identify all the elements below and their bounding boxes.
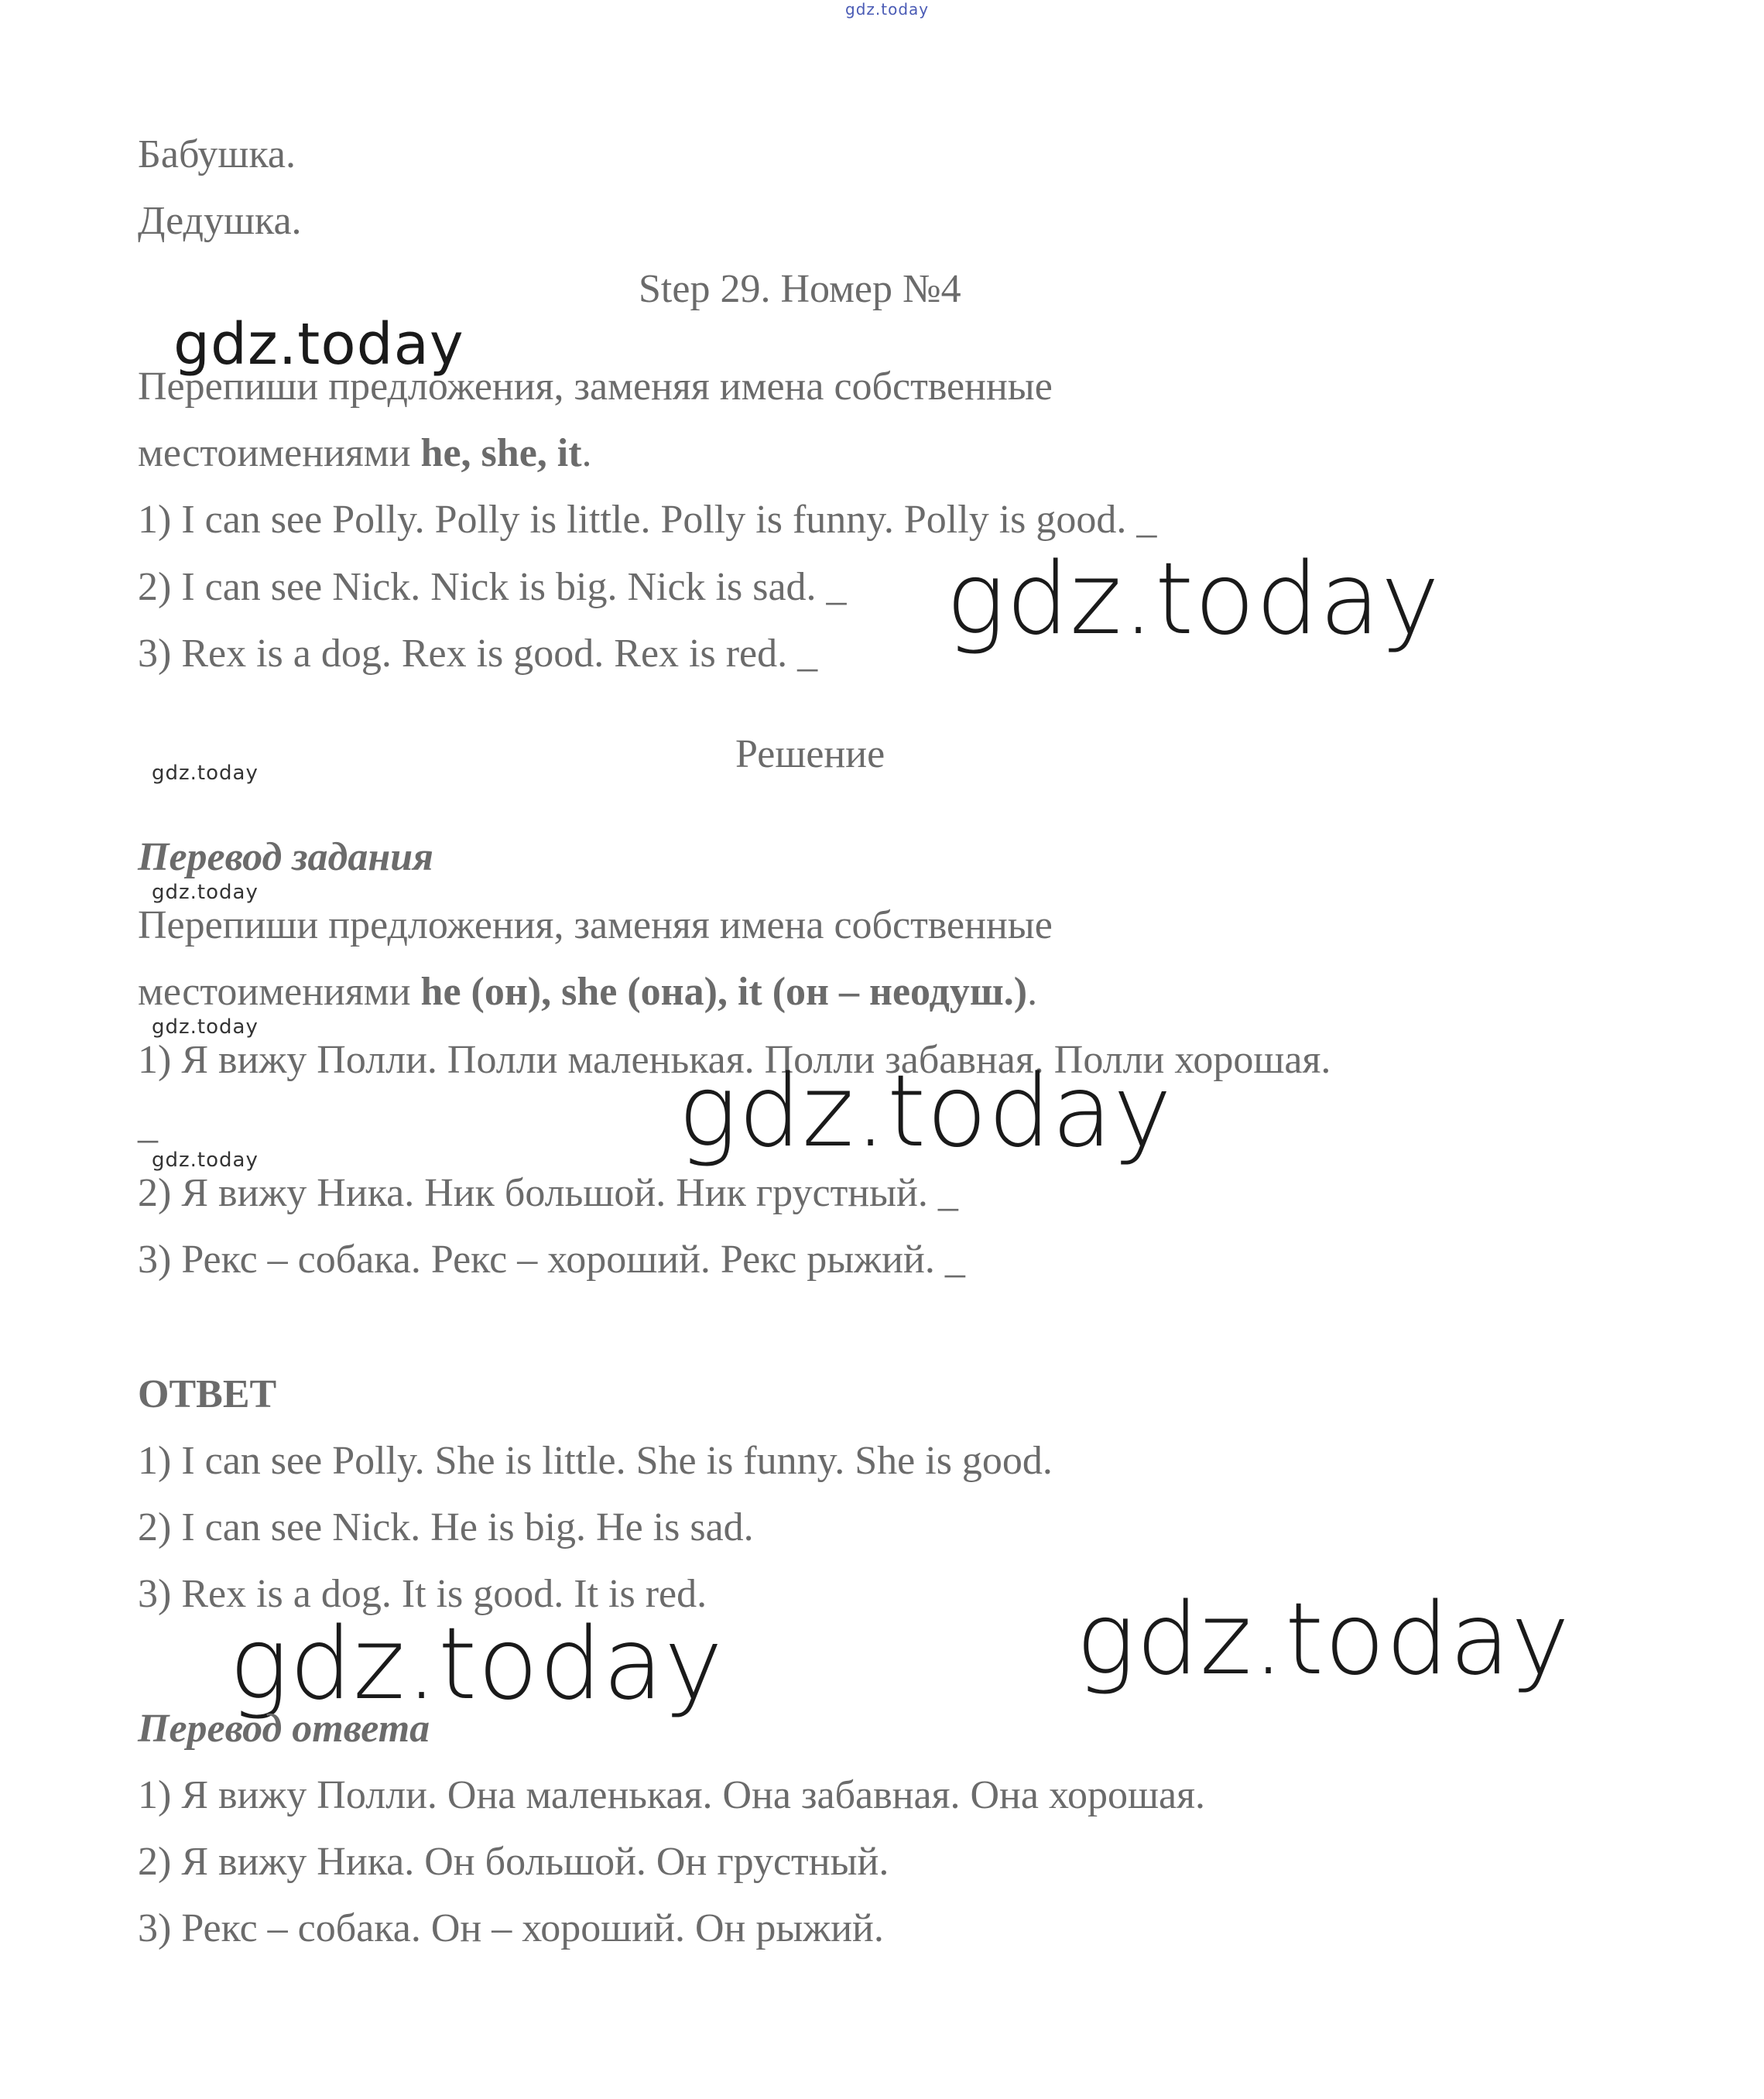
answer-item-1: 1) I can see Polly. She is little. She is funny. She is good. [138,1439,1053,1483]
pronouns-translation: he (он), she (она), it (он – неодуш.) [420,970,1028,1014]
watermark-7: gdz.today [152,1149,259,1172]
line-grandmother: Бабушка. [138,132,296,176]
translation-line1: Перепиши предложения, заменяя имена собственные [138,903,1053,947]
pronouns: he, she, it [420,431,582,475]
task-instruction-line1: Перепиши предложения, заменяя имена собственные [138,365,1053,409]
answer-translation-heading: Перевод ответа [138,1707,430,1751]
page-title: Step 29. Номер №4 [639,267,961,311]
watermark-top: gdz.today [845,0,930,19]
translation-line2: местоимениями he (он), she (она), it (он – неодуш.). [138,970,1038,1014]
translation-item-1: 1) Я вижу Полли. Полли маленькая. Полли забавная. Полли хорошая. [138,1038,1331,1082]
watermark-3: gdz.today [152,762,259,785]
translation-item-1-cont: _ [138,1103,158,1147]
task-item-1: 1) I can see Polly. Polly is little. Polly is funny. Polly is good. _ [138,498,1157,542]
task-item-2: 2) I can see Nick. Nick is big. Nick is sad. _ [138,565,847,609]
watermark-8: gdz.today [229,1607,724,1722]
watermark-4: gdz.today [152,881,259,904]
watermark-5: gdz.today [152,1015,259,1039]
solution-heading: Решение [735,732,885,776]
translation-item-2: 2) Я вижу Ника. Ник большой. Ник грустный. _ [138,1171,958,1215]
translation-heading: Перевод задания [138,835,433,879]
watermark-2: gdz.today [946,542,1440,657]
watermark-6: gdz.today [678,1054,1173,1169]
watermark-1: gdz.today [173,311,464,378]
task-instruction-line2: местоимениями he, she, it. [138,431,592,475]
answer-item-2: 2) I can see Nick. He is big. He is sad. [138,1505,754,1549]
answer-translation-item-1: 1) Я вижу Полли. Она маленькая. Она забавная. Она хорошая. [138,1773,1206,1817]
line-grandfather: Дедушка. [138,199,302,243]
answer-translation-item-2: 2) Я вижу Ника. Он большой. Он грустный. [138,1840,889,1884]
watermark-9: gdz.today [1076,1582,1570,1697]
answer-translation-item-3: 3) Рекс – собака. Он – хороший. Он рыжий. [138,1906,884,1950]
task-item-3: 3) Rex is a dog. Rex is good. Rex is red. _ [138,632,818,676]
translation-item-3: 3) Рекс – собака. Рекс – хороший. Рекс рыжий. _ [138,1238,965,1282]
answer-heading: ОТВЕТ [138,1372,277,1416]
answer-item-3: 3) Rex is a dog. It is good. It is red. [138,1572,707,1616]
